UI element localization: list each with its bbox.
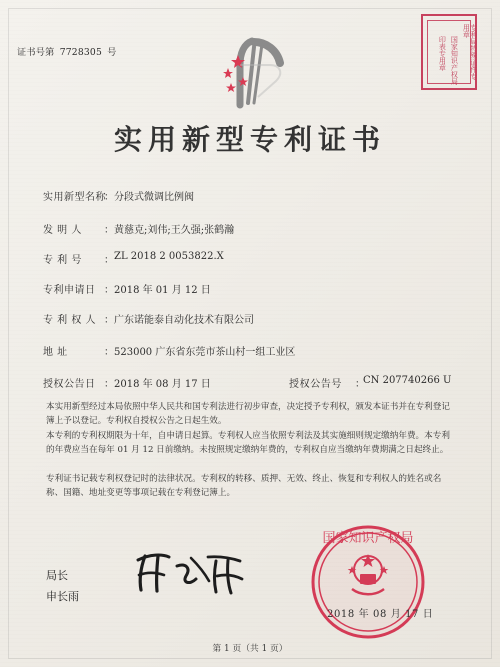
patent-number-label: 专 利 号	[43, 255, 82, 266]
official-red-seal	[307, 521, 429, 643]
seal-date: 2018 年 08 月 17 日	[327, 609, 434, 620]
patentee-colon: ：	[104, 315, 114, 326]
inventors-label: 发 明 人	[43, 225, 82, 236]
page-footer: 第 1 页（共 1 页）	[212, 644, 288, 654]
top-right-red-stamp	[421, 14, 477, 90]
address-label: 地 址	[43, 347, 68, 358]
grant-number-value: CN 207740266 U	[363, 375, 452, 386]
application-date-colon: ：	[104, 285, 114, 296]
certificate-paragraph-3: 专利证书记载专利权登记时的法律状况。专利权的转移、质押、无效、终止、恢复和专利权人的姓名或名称、国籍、地址变更等事项记载在专利登记簿上。	[46, 474, 442, 498]
director-name: 申长雨	[46, 590, 79, 603]
grant-date-colon: ：	[104, 379, 114, 390]
certificate-number-row	[17, 44, 119, 58]
grant-date-label: 授权公告日	[43, 379, 96, 390]
director-title: 局长	[46, 569, 68, 582]
top-stamp-text-line-3: 印表专用章	[438, 36, 447, 71]
address-value: 523000 广东省东莞市茶山村一组工业区	[114, 347, 296, 358]
utility-model-name-label: 实用新型名称	[43, 192, 106, 203]
logo-stars	[223, 55, 248, 92]
inventors-colon: ：	[104, 225, 114, 236]
seal-top-text: 国家知识产权局	[322, 531, 414, 546]
top-stamp-text-line-2: 国家知识产权局	[450, 36, 459, 85]
utility-model-name-colon: ：	[104, 192, 114, 203]
certificate-number-suffix: 号	[107, 47, 117, 58]
grant-number-label: 授权公告号	[289, 379, 342, 390]
certificate-paragraph-2: 本专利的专利权期限为十年，自申请日起算。专利权人应当依照专利法及其实施细则规定缴纳年费。本专利的年费应当在每年 01 月 12 日前缴纳。未按照规定缴纳年费的，专利权自应当缴纳年费期满之日起终止。	[46, 431, 450, 455]
grant-date-value: 2018 年 08 月 17 日	[114, 379, 211, 390]
patent-number-value: ZL 2018 2 0053822.X	[114, 251, 224, 262]
certificate-title: 实用新型专利证书	[113, 123, 386, 156]
inventors-value: 黄慈克;刘伟;王久强;张鹤瀚	[114, 225, 235, 236]
grant-number-colon: ：	[355, 379, 365, 390]
director-signature	[130, 548, 248, 598]
application-date-label: 专利申请日	[43, 285, 96, 296]
certificate-number-label: 证书号第	[17, 47, 55, 58]
certificate-number-value: 7728305	[59, 47, 103, 58]
patentee-value: 广东诺能泰自动化技术有限公司	[114, 315, 254, 326]
patentee-label: 专 利 权 人	[43, 315, 97, 326]
patent-number-colon: ：	[104, 255, 114, 266]
application-date-value: 2018 年 01 月 12 日	[114, 285, 211, 296]
patent-office-logo	[220, 37, 294, 111]
address-colon: ：	[104, 347, 114, 358]
utility-model-name-value: 分段式微调比例阀	[114, 192, 194, 203]
certificate-paragraph-1: 本实用新型经过本局依照中华人民共和国专利法进行初步审查，决定授予专利权，颁发本证书并在专利登记簿上予以登记。专利权自授权公告之日起生效。	[46, 402, 450, 426]
top-stamp-text-line-1: 专利局特殊证件专用章	[462, 24, 478, 80]
